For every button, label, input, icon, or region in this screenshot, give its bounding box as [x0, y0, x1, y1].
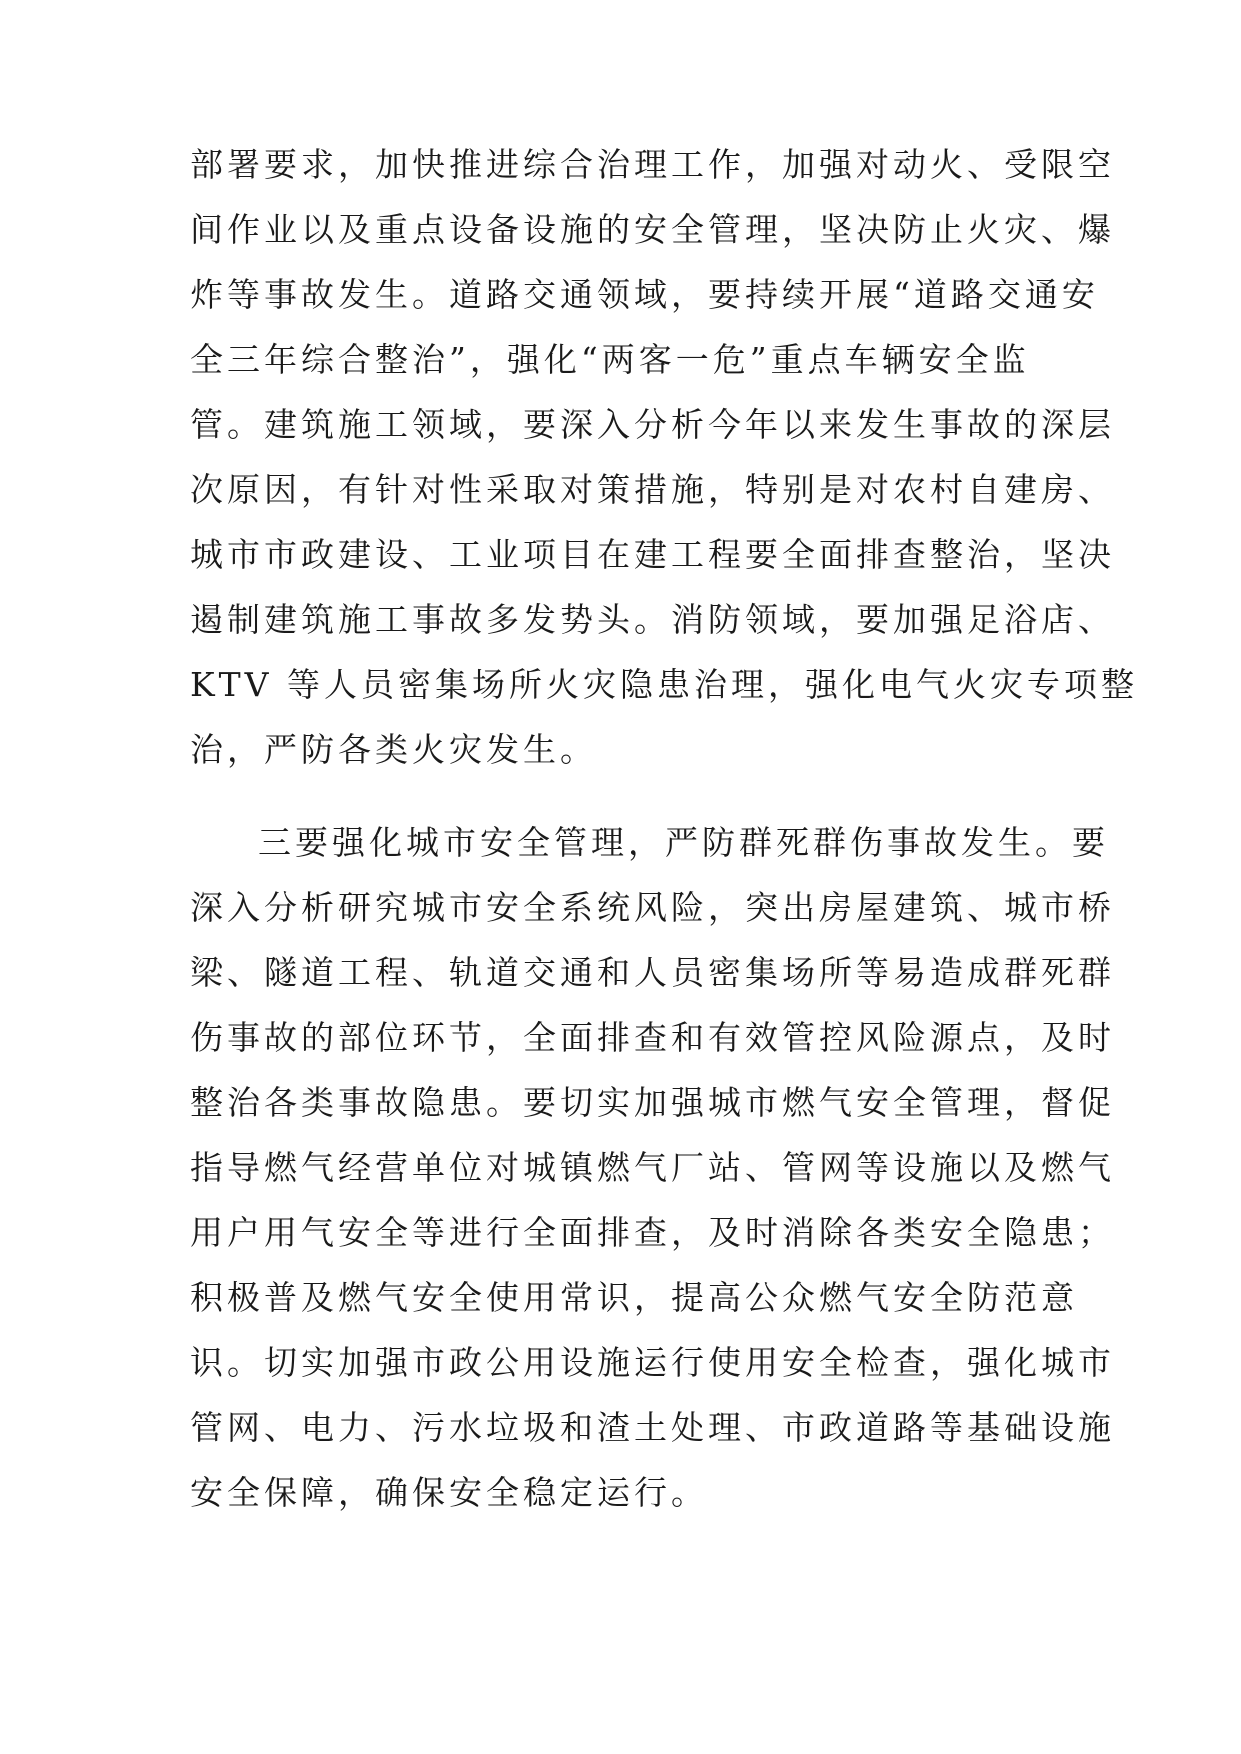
text-line: 三要强化城市安全管理，严防群死群伤事故发生。要	[258, 823, 1109, 862]
text-line: 部署要求，加快推进综合治理工作，加强对动火、受限空	[190, 145, 1115, 184]
text-line: 管网、电力、污水垃圾和渣土处理、市政道路等基础设施	[190, 1408, 1115, 1447]
text-line: 整治各类事故隐患。要切实加强城市燃气安全管理，督促	[190, 1083, 1115, 1122]
text-line: 用户用气安全等进行全面排查，及时消除各类安全隐患；	[190, 1213, 1115, 1252]
text-line: 识。切实加强市政公用设施运行使用安全检查，强化城市	[190, 1343, 1115, 1382]
text-line: 间作业以及重点设备设施的安全管理，坚决防止火灾、爆	[190, 210, 1115, 249]
text-line: 遏制建筑施工事故多发势头。消防领域，要加强足浴店、	[190, 600, 1115, 639]
text-line: KTV 等人员密集场所火灾隐患治理，强化电气火灾专项整	[190, 665, 1138, 704]
text-line: 全三年综合整治”，强化“两客一危”重点车辆安全监	[190, 340, 1030, 379]
text-line: 积极普及燃气安全使用常识，提高公众燃气安全防范意	[190, 1278, 1078, 1317]
text-line: 次原因，有针对性采取对策措施，特别是对农村自建房、	[190, 470, 1115, 509]
text-line: 管。建筑施工领域，要深入分析今年以来发生事故的深层	[190, 405, 1115, 444]
text-line: 深入分析研究城市安全系统风险，突出房屋建筑、城市桥	[190, 888, 1115, 927]
text-line: 梁、隧道工程、轨道交通和人员密集场所等易造成群死群	[190, 953, 1115, 992]
text-line: 指导燃气经营单位对城镇燃气厂站、管网等设施以及燃气	[190, 1148, 1115, 1187]
text-line: 安全保障，确保安全稳定运行。	[190, 1473, 708, 1512]
text-line: 治，严防各类火灾发生。	[190, 730, 597, 769]
text-line: 伤事故的部位环节，全面排查和有效管控风险源点，及时	[190, 1018, 1115, 1057]
text-line: 炸等事故发生。道路交通领域，要持续开展“道路交通安	[190, 275, 1099, 314]
text-line: 城市市政建设、工业项目在建工程要全面排查整治，坚决	[190, 535, 1115, 574]
